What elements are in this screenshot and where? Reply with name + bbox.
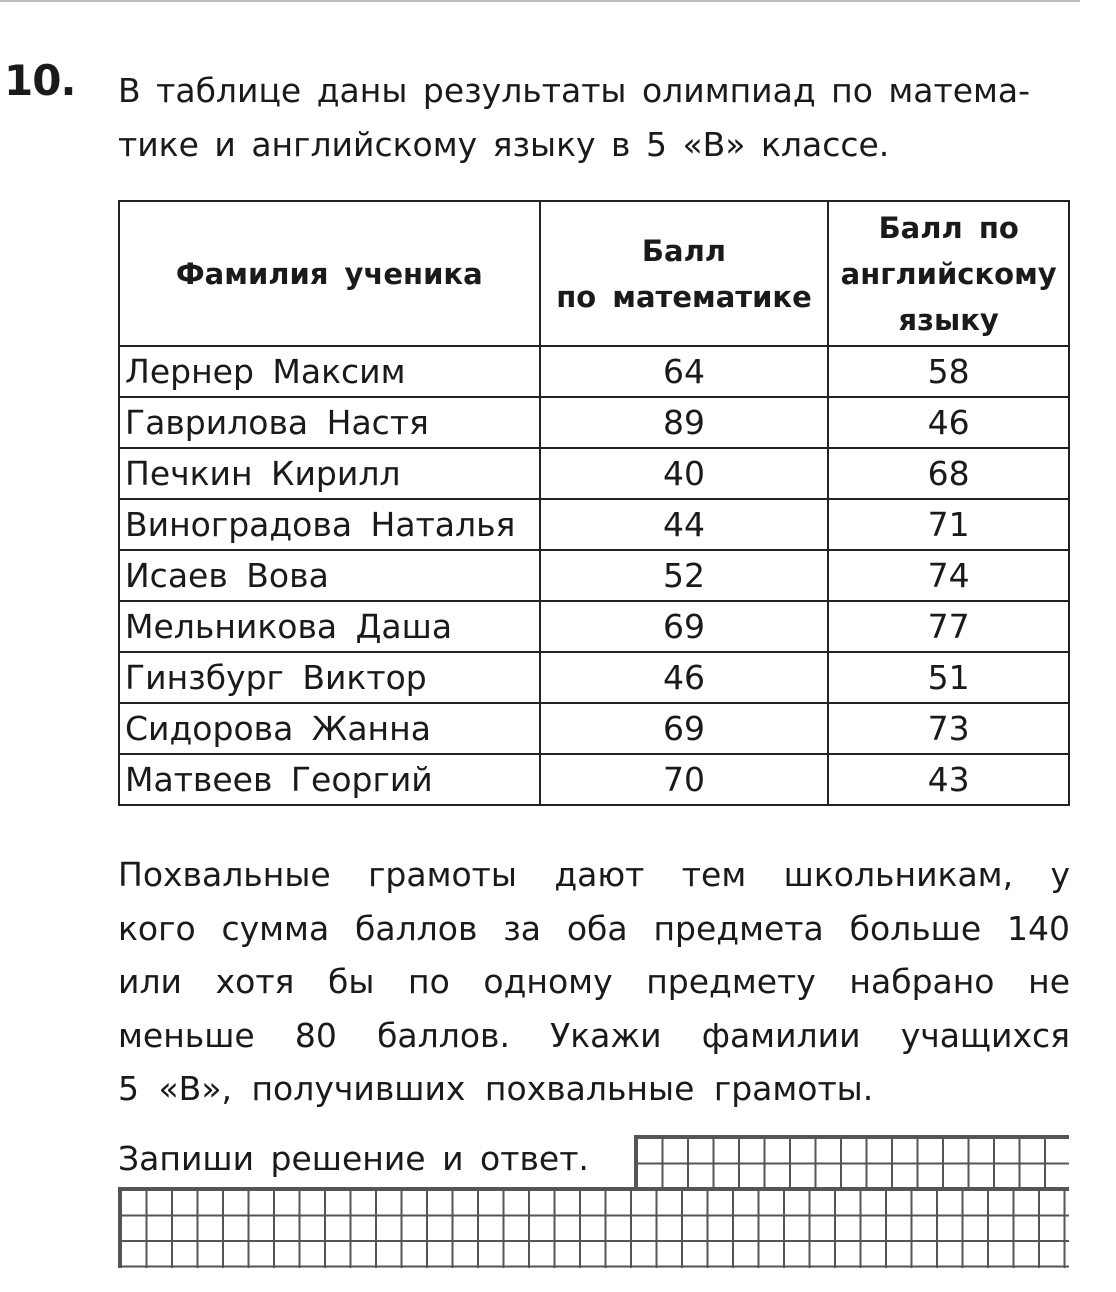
table-row [119, 346, 1069, 397]
answer-grid-bottom[interactable] [118, 1187, 1069, 1268]
header-math [540, 201, 829, 346]
student-name: Исаев Вова [119, 550, 540, 601]
task-intro [118, 64, 1078, 172]
results-table [118, 200, 1070, 806]
english-score: 74 [828, 550, 1069, 601]
student-name: Сидорова Жанна [119, 703, 540, 754]
table-row [119, 601, 1069, 652]
table-row [119, 754, 1069, 805]
header-english [828, 201, 1069, 346]
math-score: 64 [540, 346, 829, 397]
math-score: 46 [540, 652, 829, 703]
math-score: 69 [540, 601, 829, 652]
answer-prompt: Запиши решение и ответ. [118, 1139, 589, 1178]
table-row [119, 550, 1069, 601]
english-score: 77 [828, 601, 1069, 652]
math-score: 52 [540, 550, 829, 601]
header-english-line: языку [898, 302, 999, 337]
table-row [119, 448, 1069, 499]
top-divider [0, 0, 1080, 2]
question-line: 5 «В», получивших похвальные грамоты. [118, 1069, 874, 1108]
english-score: 43 [828, 754, 1069, 805]
question-line: Похвальные грамоты дают тем школьникам, у [118, 855, 1070, 894]
english-score: 46 [828, 397, 1069, 448]
table-row [119, 652, 1069, 703]
student-name: Матвеев Георгий [119, 754, 540, 805]
table-header-row [119, 201, 1069, 346]
english-score: 68 [828, 448, 1069, 499]
table-row [119, 499, 1069, 550]
header-math-line: по математике [556, 279, 812, 314]
student-name: Мельникова Даша [119, 601, 540, 652]
question-line: меньше 80 баллов. Укажи фамилии учащихся [118, 1015, 1070, 1055]
math-score: 70 [540, 754, 829, 805]
english-score: 51 [828, 652, 1069, 703]
math-score: 40 [540, 448, 829, 499]
math-score: 89 [540, 397, 829, 448]
student-name: Виноградова Наталья [119, 499, 540, 550]
table-row [119, 703, 1069, 754]
intro-line: В таблице даны результаты олимпиад по матема- [118, 71, 1031, 110]
header-english-line: Балл по [878, 210, 1019, 245]
header-math-line: Балл [641, 233, 727, 268]
task-number: 10. [4, 56, 76, 105]
english-score: 58 [828, 346, 1069, 397]
english-score: 73 [828, 703, 1069, 754]
student-name: Гинзбург Виктор [119, 652, 540, 703]
student-name: Печкин Кирилл [119, 448, 540, 499]
question-line: кого сумма баллов за оба предмета больше 140 [118, 908, 1070, 948]
english-score: 71 [828, 499, 1069, 550]
answer-grid-top[interactable] [634, 1135, 1069, 1189]
task-question [118, 848, 1070, 1116]
math-score: 69 [540, 703, 829, 754]
intro-line: тике и английскому языку в 5 «В» классе. [118, 125, 890, 164]
student-name: Гаврилова Настя [119, 397, 540, 448]
student-name: Лернер Максим [119, 346, 540, 397]
header-english-line: английскому [840, 256, 1057, 291]
question-line: или хотя бы по одному предмету набрано не [118, 962, 1070, 1001]
table-row [119, 397, 1069, 448]
header-name: Фамилия ученика [119, 201, 540, 346]
math-score: 44 [540, 499, 829, 550]
